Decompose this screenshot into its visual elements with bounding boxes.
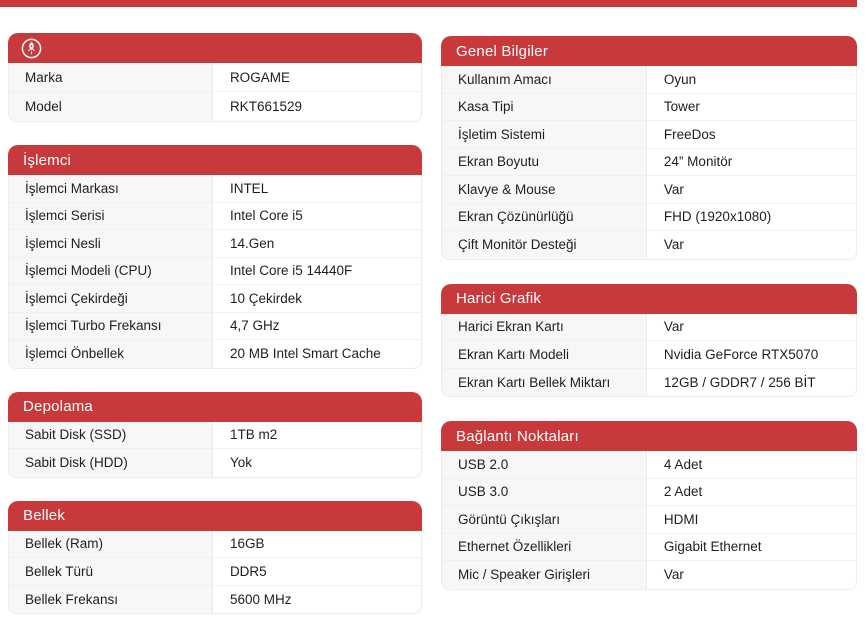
- spec-value: FreeDos: [663, 126, 716, 142]
- table-body-baglanti-noktalari: [441, 451, 857, 590]
- spec-label: Ekran Çözünürlüğü: [442, 204, 647, 231]
- table-row: [442, 176, 856, 204]
- table-row: [442, 231, 856, 259]
- table-row: [442, 66, 856, 94]
- table-row: [9, 258, 421, 286]
- spec-value: Var: [663, 237, 684, 253]
- spec-table-brand: [8, 33, 422, 122]
- table-row: [9, 230, 421, 258]
- spec-value: RKT661529: [229, 99, 302, 114]
- spec-label: İşlemci Çekirdeği: [9, 285, 213, 312]
- spec-label: USB 2.0: [442, 451, 647, 478]
- spec-label: Kullanım Amacı: [442, 66, 647, 93]
- spec-value: HDMI: [663, 511, 699, 527]
- spec-label: İşlemci Serisi: [9, 203, 213, 230]
- spec-value: INTEL: [229, 180, 269, 196]
- spec-table-baglanti-noktalari: [441, 421, 857, 590]
- spec-label: Çift Monitör Desteği: [442, 231, 647, 259]
- table-row: [442, 534, 856, 562]
- spec-label: Model: [9, 92, 213, 121]
- spec-value: Gigabit Ethernet: [663, 539, 762, 555]
- table-header-bellek: [8, 501, 422, 531]
- spec-value: 1TB m2: [229, 427, 278, 443]
- table-body-islemci: [8, 175, 422, 369]
- spec-label: Marka: [9, 63, 213, 91]
- spec-table-bellek: [8, 501, 422, 615]
- table-row: [442, 369, 856, 397]
- table-row: [442, 451, 856, 479]
- spec-column-right: [441, 36, 857, 590]
- spec-value: 10 Çekirdek: [229, 290, 302, 306]
- table-title: Harici Grafik: [456, 290, 542, 307]
- spec-value: DDR5: [229, 563, 267, 579]
- table-header-baglanti-noktalari: [441, 421, 857, 451]
- spec-label: İşlemci Nesli: [9, 230, 213, 257]
- table-body-depolama: [8, 422, 422, 478]
- spec-value: Intel Core i5 14440F: [229, 263, 353, 279]
- spec-label: İşlemci Önbellek: [9, 340, 213, 368]
- spec-value: FHD (1920x1080): [663, 209, 772, 225]
- table-row: [9, 531, 421, 559]
- table-row: [9, 422, 421, 450]
- spec-table-harici-grafik: [441, 284, 857, 398]
- spec-value: 24” Monitör: [663, 154, 733, 170]
- spec-table-islemci: [8, 145, 422, 369]
- spec-value: 5600 MHz: [229, 591, 292, 607]
- table-row: [9, 449, 421, 477]
- spec-value: Var: [663, 181, 684, 197]
- table-row: [442, 341, 856, 369]
- table-body-genel-bilgiler: [441, 66, 857, 260]
- table-row: [442, 204, 856, 232]
- spec-label: Bellek Frekansı: [9, 586, 213, 614]
- table-title: Genel Bilgiler: [456, 42, 549, 60]
- table-row: [442, 121, 856, 149]
- table-row: [9, 340, 421, 368]
- spec-label: Ethernet Özellikleri: [442, 534, 647, 561]
- spec-value: Var: [663, 567, 684, 583]
- table-row: [442, 479, 856, 507]
- table-row: [442, 506, 856, 534]
- spec-label: USB 3.0: [442, 479, 647, 506]
- spec-value: 20 MB Intel Smart Cache: [229, 346, 381, 362]
- spec-table-depolama: [8, 392, 422, 478]
- table-row: [9, 586, 421, 614]
- table-title: Bağlantı Noktaları: [456, 427, 579, 445]
- spec-value: 4 Adet: [663, 456, 703, 472]
- spec-label: Sabit Disk (SSD): [9, 422, 213, 449]
- spec-label: Kasa Tipi: [442, 94, 647, 121]
- spec-value: 2 Adet: [663, 484, 703, 500]
- spec-label: Ekran Boyutu: [442, 149, 647, 176]
- spec-value: 4,7 GHz: [229, 318, 280, 334]
- spec-value: 16GB: [229, 536, 265, 552]
- table-body-brand: [8, 63, 422, 122]
- spec-column-left: [8, 33, 422, 614]
- table-row: [9, 558, 421, 586]
- spec-label: Klavye & Mouse: [442, 176, 647, 203]
- spec-label: İşletim Sistemi: [442, 121, 647, 148]
- table-header-genel-bilgiler: [441, 36, 857, 66]
- spec-label: Ekran Kartı Modeli: [442, 341, 647, 368]
- spec-table-genel-bilgiler: [441, 36, 857, 260]
- table-title: Bellek: [23, 507, 66, 524]
- table-body-harici-grafik: [441, 314, 857, 398]
- table-row: [442, 561, 856, 589]
- spec-value: Yok: [229, 455, 252, 471]
- spec-value: Var: [663, 319, 684, 335]
- spec-value: Tower: [663, 99, 700, 115]
- spec-value: 12GB / GDDR7 / 256 BİT: [663, 374, 816, 390]
- table-row: [9, 285, 421, 313]
- table-row: [9, 92, 421, 121]
- spec-label: Görüntü Çıkışları: [442, 506, 647, 533]
- spec-value: Oyun: [663, 71, 697, 87]
- spec-label: Ekran Kartı Bellek Miktarı: [442, 369, 647, 397]
- top-accent-bar: [0, 0, 857, 7]
- table-title: Depolama: [23, 398, 93, 415]
- table-row: [9, 313, 421, 341]
- rocket-badge-icon: [21, 38, 42, 59]
- table-row: [9, 203, 421, 231]
- spec-label: İşlemci Modeli (CPU): [9, 258, 213, 285]
- spec-label: Harici Ekran Kartı: [442, 314, 647, 341]
- spec-label: İşlemci Markası: [9, 175, 213, 202]
- table-row: [442, 149, 856, 177]
- spec-label: Sabit Disk (HDD): [9, 449, 213, 477]
- table-title: İşlemci: [23, 151, 72, 169]
- spec-label: İşlemci Turbo Frekansı: [9, 313, 213, 340]
- table-header-depolama: [8, 392, 422, 422]
- table-row: [442, 94, 856, 122]
- table-header-harici-grafik: [441, 284, 857, 314]
- spec-label: Mic / Speaker Girişleri: [442, 561, 647, 589]
- table-row: [9, 175, 421, 203]
- spec-value: Nvidia GeForce RTX5070: [663, 346, 819, 362]
- spec-label: Bellek Türü: [9, 558, 213, 585]
- spec-value: 14.Gen: [229, 235, 275, 251]
- spec-label: Bellek (Ram): [9, 531, 213, 558]
- table-header-islemci: [8, 145, 422, 175]
- spec-value: Intel Core i5: [229, 208, 303, 224]
- table-row: [442, 314, 856, 342]
- table-body-bellek: [8, 531, 422, 615]
- table-row: [9, 63, 421, 92]
- table-header-brand: [8, 33, 422, 63]
- spec-value: ROGAME: [229, 69, 290, 85]
